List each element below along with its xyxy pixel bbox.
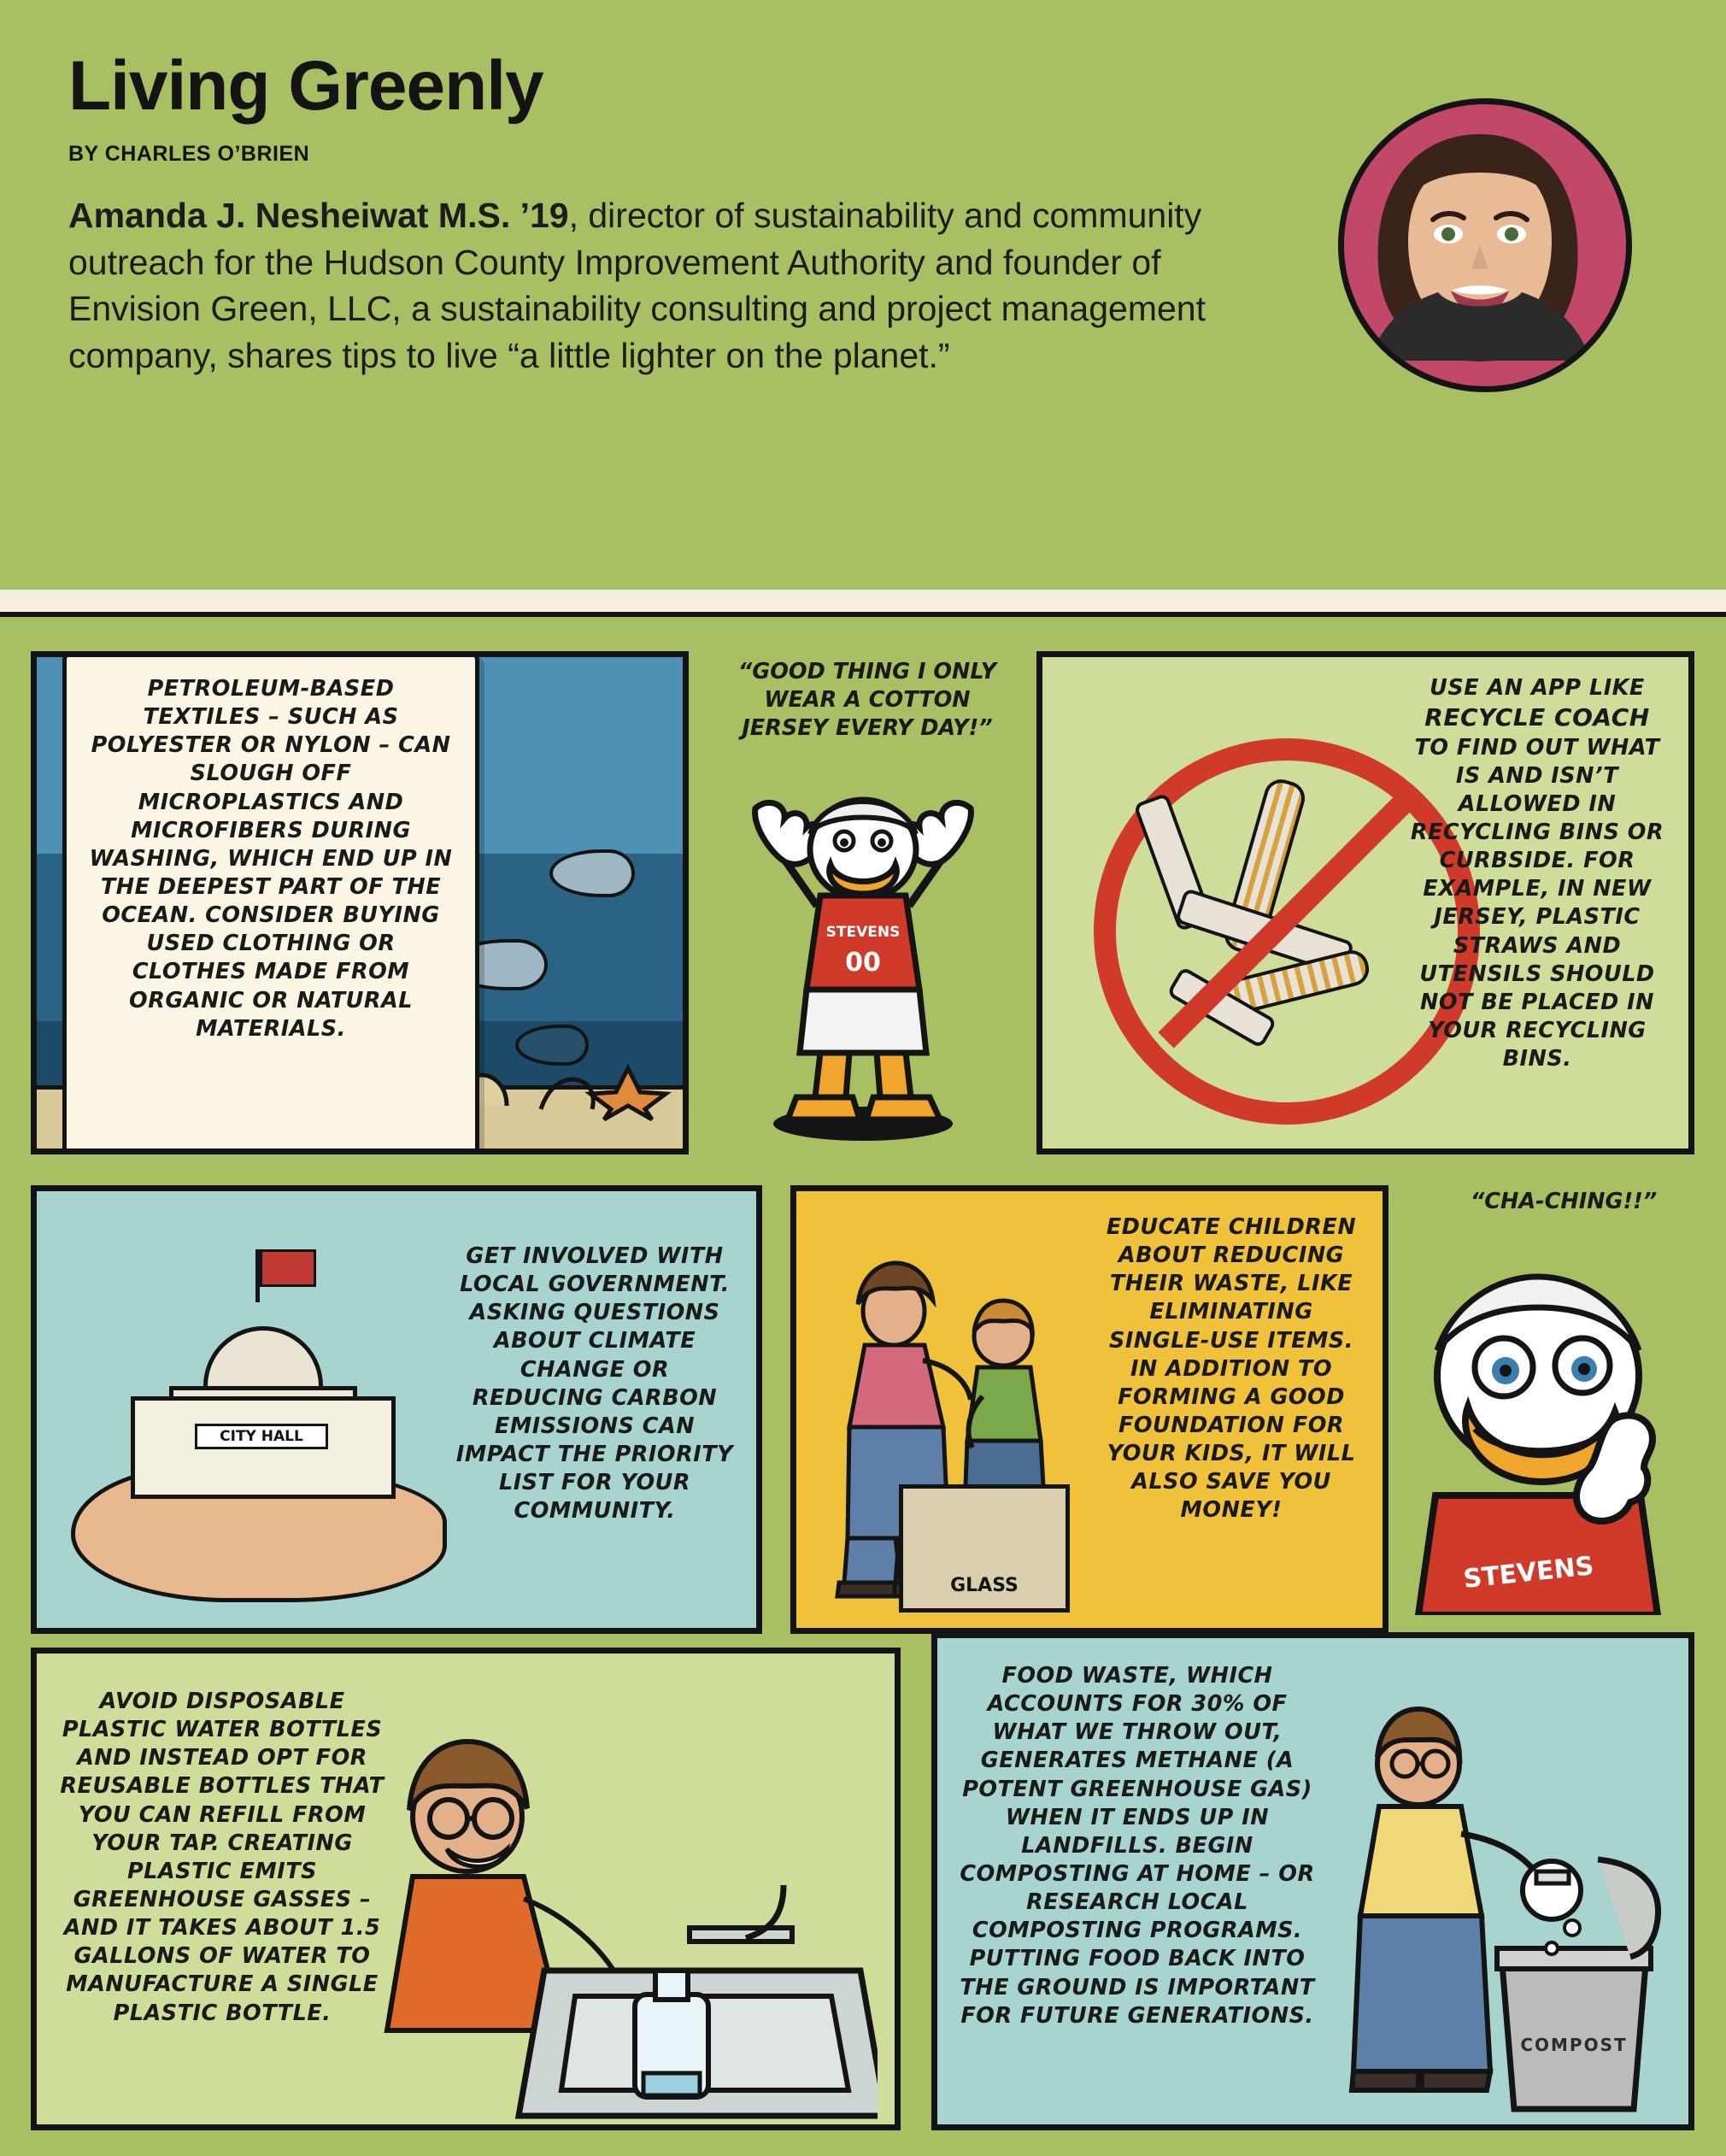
deck-body: , director of sustainability and community outreach for the Hudson County Improvement Authority and founder of Envision Green, LLC, a sustainability consulting and project management company, shares tips to live “a little lighter on the planet.”	[68, 196, 1206, 375]
glass-recycling-bin	[899, 1484, 1070, 1613]
svg-text:STEVENS: STEVENS	[825, 924, 901, 941]
article-deck	[68, 192, 1248, 379]
panel-textiles	[31, 651, 689, 1154]
speech-bubble-cotton: “GOOD THING I ONLY WEAR A COTTON JERSEY EVERY DAY!”	[737, 659, 997, 742]
svg-text:STEVENS: STEVENS	[1462, 1551, 1595, 1595]
app-name: RECYCLE COACH	[1424, 703, 1650, 732]
duck-thumbsup-illustration	[1401, 1239, 1709, 1615]
caption-food-waste: FOOD WASTE, WHICH ACCOUNTS FOR 30% OF WHAT WE THROW OUT, GENERATES METHANE (A POTENT GREENHOUSE GAS) WHEN IT ENDS UP IN LANDFILLS. BEGIN COMPOSTING AT HOME – OR RESEARCH LOCAL COMPOSTING PROGRAMS. PUTTING FOOD BACK INTO THE GROUND IS IMPORTANT FOR FUTURE GENERATIONS.	[960, 1663, 1315, 2029]
mascot-cha-ching	[1401, 1188, 1709, 1641]
panel-water-bottles	[31, 1648, 901, 2130]
caption-educate-children: EDUCATE CHILDREN ABOUT REDUCING THEIR WASTE, LIKE ELIMINATING SINGLE-USE ITEMS. IN ADDITION TO FORMING A GOOD FOUNDATION FOR YOUR KIDS, IT WILL ALSO SAVE YOU MONEY!	[1106, 1214, 1357, 1524]
caption-recycle-app	[1405, 674, 1670, 1073]
svg-text:00: 00	[845, 948, 881, 978]
portrait-illustration	[1344, 104, 1616, 376]
page-title: Living Greenly	[68, 47, 543, 125]
caption-recycle-pre: USE AN APP LIKE	[1430, 675, 1645, 701]
header-divider	[0, 590, 1726, 612]
panel-food-waste	[931, 1632, 1694, 2130]
bin-label: GLASS	[950, 1575, 1019, 1596]
caption-local-government: GET INVOLVED WITH LOCAL GOVERNMENT. ASKING QUESTIONS ABOUT CLIMATE CHANGE OR REDUCING CARBON EMISSIONS CAN IMPACT THE PRIORITY LIST FOR YOUR COMMUNITY.	[455, 1243, 734, 1524]
duck-mascot-illustration	[735, 761, 991, 1145]
panel-local-government	[31, 1185, 762, 1634]
article-header	[0, 0, 1726, 598]
mascot-cotton-jersey	[709, 658, 1017, 1154]
panel-educate-children	[790, 1185, 1388, 1634]
deck-subject-name: Amanda J. Nesheiwat M.S. ’19	[68, 196, 569, 235]
portrait-photo	[1338, 98, 1632, 392]
woman-filling-bottle-illustration	[331, 1714, 878, 2124]
panel-recycle-app	[1036, 651, 1694, 1154]
callout-textiles	[62, 651, 479, 1154]
city-hall-illustration	[131, 1285, 387, 1499]
caption-textiles: PETROLEUM-BASED TEXTILES – SUCH AS POLYESTER OR NYLON – CAN SLOUGH OFF MICROPLASTICS AND MICROFIBERS DURING WASHING, WHICH END UP IN THE DEEPEST PART OF THE OCEAN. CONSIDER BUYING USED CLOTHING OR CLOTHES MADE FROM ORGANIC OR NATURAL MATERIALS.	[89, 676, 453, 1042]
svg-text:COMPOST: COMPOST	[1520, 2035, 1628, 2055]
man-composting-illustration	[1316, 1692, 1675, 2119]
city-hall-sign: CITY HALL	[195, 1424, 328, 1449]
speech-bubble-cha-ching: “CHA-CHING!!”	[1470, 1189, 1658, 1214]
usa-flag-icon	[260, 1249, 316, 1287]
byline: BY CHARLES O’BRIEN	[68, 142, 310, 166]
caption-recycle-post: TO FIND OUT WHAT IS AND ISN’T ALLOWED IN RECYCLING BINS OR CURBSIDE. FOR EXAMPLE, IN NEW JERSEY, PLASTIC STRAWS AND UTENSILS SHOULD NOT BE PLACED IN YOUR RECYCLING BINS.	[1410, 734, 1664, 1072]
caption-water-bottles: AVOID DISPOSABLE PLASTIC WATER BOTTLES AND INSTEAD OPT FOR REUSABLE BOTTLES THAT YOU CAN REFILL FROM YOUR TAP. CREATING PLASTIC EMITS GREENHOUSE GASSES – AND IT TAKES ABOUT 1.5 GALLONS OF WATER TO MANUFACTURE A SINGLE PLASTIC BOTTLE.	[60, 1689, 385, 2026]
